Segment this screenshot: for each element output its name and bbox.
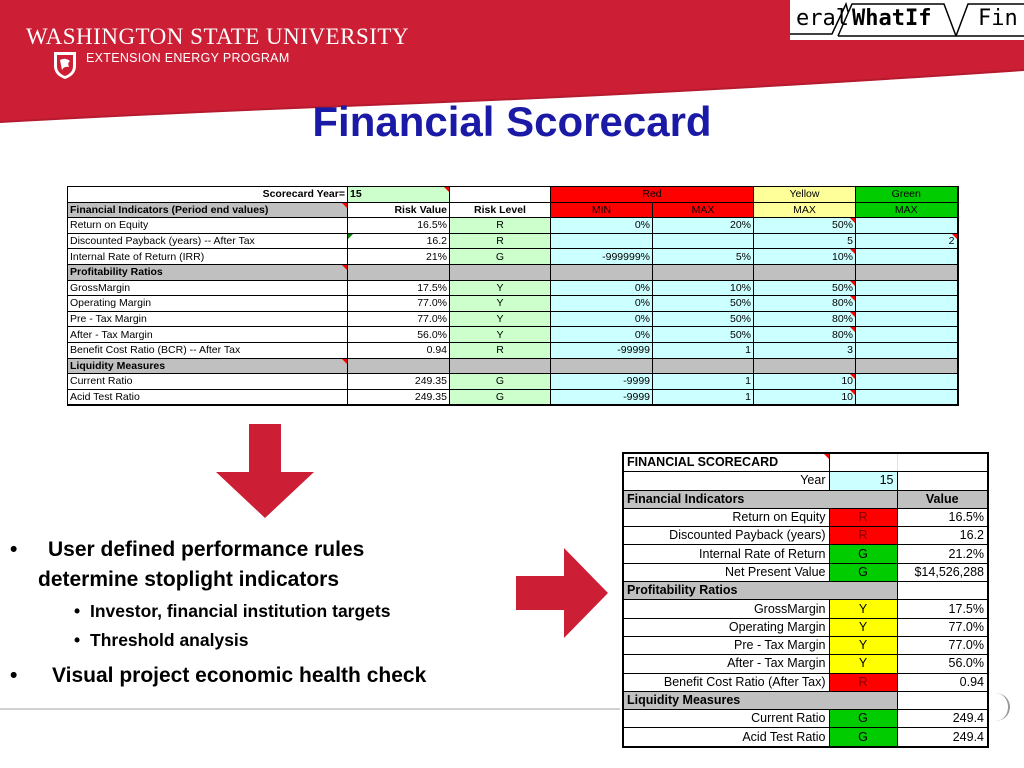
card-indicator-value: 17.5% xyxy=(897,600,988,618)
section-filler xyxy=(653,264,754,280)
card-row xyxy=(623,508,988,526)
card-row xyxy=(623,655,988,673)
risk-level: Y xyxy=(450,296,551,312)
card-year-value[interactable]: 15 xyxy=(829,472,897,490)
risk-value: 16.5% xyxy=(348,218,450,234)
sheet-row xyxy=(68,389,958,405)
arrow-right-icon xyxy=(516,548,608,638)
col-max-green-header: MAX xyxy=(856,202,958,218)
empty-cell xyxy=(897,453,988,472)
card-status-flag: G xyxy=(829,710,897,728)
section-filler xyxy=(450,358,551,374)
section-label: Profitability Ratios xyxy=(68,264,348,280)
yellow-max-input[interactable]: 50% xyxy=(754,218,856,234)
card-year-row xyxy=(623,472,988,490)
footer-divider xyxy=(0,708,620,710)
card-status-flag: Y xyxy=(829,655,897,673)
risk-value: 17.5% xyxy=(348,280,450,296)
card-indicator-value: 16.5% xyxy=(897,508,988,526)
section-filler xyxy=(551,264,653,280)
yellow-max-input[interactable]: 80% xyxy=(754,327,856,343)
indicator-name: Benefit Cost Ratio (BCR) -- After Tax xyxy=(68,342,348,358)
risk-value: 16.2 xyxy=(348,233,450,249)
section-filler xyxy=(348,264,450,280)
section-filler xyxy=(754,264,856,280)
green-max-input[interactable] xyxy=(856,311,958,327)
card-indicator-name: Return on Equity xyxy=(623,508,829,526)
empty-cell xyxy=(897,582,988,600)
risk-value: 0.94 xyxy=(348,342,450,358)
section-filler xyxy=(856,358,958,374)
yellow-max-input[interactable]: 80% xyxy=(754,311,856,327)
empty-cell xyxy=(450,187,551,203)
tab-financial[interactable]: Fin xyxy=(978,6,1018,31)
financial-scorecard-card xyxy=(622,452,989,748)
col-indicators-header: Financial Indicators (Period end values) xyxy=(68,202,348,218)
card-status-flag: Y xyxy=(829,618,897,636)
risk-value: 249.35 xyxy=(348,389,450,405)
indicator-name: Pre - Tax Margin xyxy=(68,311,348,327)
sheet-tabs xyxy=(790,0,1024,40)
sheet-row xyxy=(68,311,958,327)
sheet-row xyxy=(68,374,958,390)
sheet-group-financial xyxy=(68,218,958,265)
red-min-input[interactable]: -999999% xyxy=(551,249,653,265)
card-status-flag: Y xyxy=(829,600,897,618)
card-indicator-value: 77.0% xyxy=(897,636,988,654)
wsu-cougar-logo-icon xyxy=(52,51,78,80)
indicator-name: Current Ratio xyxy=(68,374,348,390)
sheet-row xyxy=(68,249,958,265)
bullet-text: User defined performance rules xyxy=(48,538,365,561)
green-max-input[interactable] xyxy=(856,296,958,312)
yellow-max-input[interactable]: 50% xyxy=(754,280,856,296)
card-status-flag: Y xyxy=(829,636,897,654)
risk-value: 77.0% xyxy=(348,296,450,312)
section-filler xyxy=(348,358,450,374)
risk-value: 249.35 xyxy=(348,374,450,390)
brand-subtitle: EXTENSION ENERGY PROGRAM xyxy=(86,51,290,65)
risk-level: G xyxy=(450,249,551,265)
green-max-input[interactable] xyxy=(856,342,958,358)
col-risk-value-header: Risk Value xyxy=(348,202,450,218)
risk-value: 56.0% xyxy=(348,327,450,343)
card-indicator-name: Pre - Tax Margin xyxy=(623,636,829,654)
sub-bullet-dot: • xyxy=(74,601,81,621)
card-section-liquidity xyxy=(623,691,988,709)
brand-name: WASHINGTON STATE UNIVERSITY xyxy=(26,24,410,49)
card-section-label: Profitability Ratios xyxy=(623,582,897,600)
sheet-row xyxy=(68,218,958,234)
indicator-name: Return on Equity xyxy=(68,218,348,234)
sub-bullet-text: Threshold analysis xyxy=(90,630,249,650)
card-col-value: Value xyxy=(897,490,988,508)
red-min-input[interactable]: 0% xyxy=(551,218,653,234)
green-max-input[interactable] xyxy=(856,374,958,390)
risk-level: Y xyxy=(450,280,551,296)
col-max-yellow-header: MAX xyxy=(754,202,856,218)
empty-cell xyxy=(897,472,988,490)
page-corner-mark xyxy=(996,693,1010,721)
red-min-input[interactable]: -9999 xyxy=(551,389,653,405)
red-max-input[interactable]: 1 xyxy=(653,342,754,358)
indicator-name: Discounted Payback (years) -- After Tax xyxy=(68,233,348,249)
sheet-row xyxy=(68,280,958,296)
sheet-group-liquidity xyxy=(68,374,958,406)
card-row xyxy=(623,618,988,636)
red-max-input[interactable]: 20% xyxy=(653,218,754,234)
sub-bullet-dot: • xyxy=(74,630,81,650)
card-indicator-value: 16.2 xyxy=(897,527,988,545)
card-indicator-name: Operating Margin xyxy=(623,618,829,636)
card-row xyxy=(623,545,988,563)
scorecard-year-label: Scorecard Year= xyxy=(68,187,348,203)
card-indicator-name: Acid Test Ratio xyxy=(623,728,829,747)
col-risk-level-header: Risk Level xyxy=(450,202,551,218)
card-indicator-name: Internal Rate of Return xyxy=(623,545,829,563)
empty-cell xyxy=(897,691,988,709)
card-status-flag: R xyxy=(829,673,897,691)
card-indicator-value: 249.4 xyxy=(897,710,988,728)
col-min-header: MIN xyxy=(551,202,653,218)
bullet-dot: • xyxy=(10,664,18,687)
card-group-profitability xyxy=(623,600,988,691)
card-indicator-value: $14,526,288 xyxy=(897,563,988,581)
red-max-input[interactable]: 5% xyxy=(653,249,754,265)
card-indicator-name: Benefit Cost Ratio (After Tax) xyxy=(623,673,829,691)
sheet-row xyxy=(68,342,958,358)
green-max-input[interactable] xyxy=(856,389,958,405)
indicator-name: After - Tax Margin xyxy=(68,327,348,343)
card-indicator-name: Discounted Payback (years) xyxy=(623,527,829,545)
col-max-red-header: MAX xyxy=(653,202,754,218)
card-indicator-name: GrossMargin xyxy=(623,600,829,618)
red-min-input[interactable]: -9999 xyxy=(551,374,653,390)
green-max-input[interactable]: 2 xyxy=(856,233,958,249)
scorecard-year-input[interactable]: 15 xyxy=(348,187,450,203)
red-max-input[interactable]: 1 xyxy=(653,389,754,405)
page-title: Financial Scorecard xyxy=(312,98,712,145)
card-indicator-value: 249.4 xyxy=(897,728,988,747)
red-min-input[interactable]: 0% xyxy=(551,327,653,343)
red-min-input[interactable]: -99999 xyxy=(551,342,653,358)
bullet-dot: • xyxy=(10,538,18,561)
section-label: Liquidity Measures xyxy=(68,358,348,374)
risk-value: 77.0% xyxy=(348,311,450,327)
section-filler xyxy=(450,264,551,280)
section-filler xyxy=(551,358,653,374)
green-max-input[interactable] xyxy=(856,280,958,296)
sheet-band-row xyxy=(68,187,958,203)
risk-level: G xyxy=(450,389,551,405)
empty-cell xyxy=(829,453,897,472)
card-row xyxy=(623,673,988,691)
card-indicator-value: 56.0% xyxy=(897,655,988,673)
risk-level: R xyxy=(450,218,551,234)
card-indicator-name: After - Tax Margin xyxy=(623,655,829,673)
band-yellow: Yellow xyxy=(754,187,856,203)
yellow-max-input[interactable]: 10 xyxy=(754,374,856,390)
bullet-text: Visual project economic health check xyxy=(52,664,427,687)
card-col-indicators: Financial Indicators xyxy=(623,490,897,508)
green-max-input[interactable] xyxy=(856,327,958,343)
section-filler xyxy=(856,264,958,280)
red-max-input[interactable] xyxy=(653,233,754,249)
card-indicator-name: Net Present Value xyxy=(623,563,829,581)
sheet-section-liquidity xyxy=(68,358,958,374)
card-group-financial xyxy=(623,508,988,581)
yellow-max-input[interactable]: 3 xyxy=(754,342,856,358)
card-indicator-value: 0.94 xyxy=(897,673,988,691)
sheet-group-profitability xyxy=(68,280,958,358)
red-max-input[interactable]: 1 xyxy=(653,374,754,390)
red-max-input[interactable]: 50% xyxy=(653,311,754,327)
card-indicator-value: 77.0% xyxy=(897,618,988,636)
bullet-text-continued: determine stoplight indicators xyxy=(38,568,340,591)
card-indicator-name: Current Ratio xyxy=(623,710,829,728)
card-status-flag: G xyxy=(829,545,897,563)
green-max-input[interactable] xyxy=(856,249,958,265)
risk-level: Y xyxy=(450,311,551,327)
red-min-input[interactable]: 0% xyxy=(551,311,653,327)
sheet-row xyxy=(68,327,958,343)
arrow-down-icon xyxy=(216,424,314,518)
card-indicator-value: 21.2% xyxy=(897,545,988,563)
card-title-row xyxy=(623,453,988,472)
red-max-input[interactable]: 10% xyxy=(653,280,754,296)
scorecard-sheet xyxy=(67,186,959,406)
card-row xyxy=(623,710,988,728)
indicator-name: GrossMargin xyxy=(68,280,348,296)
card-row xyxy=(623,728,988,747)
card-status-flag: R xyxy=(829,508,897,526)
card-status-flag: G xyxy=(829,563,897,581)
brand-block xyxy=(26,24,410,65)
risk-level: R xyxy=(450,233,551,249)
indicator-name: Internal Rate of Return (IRR) xyxy=(68,249,348,265)
risk-level: Y xyxy=(450,327,551,343)
band-red: Red xyxy=(551,187,754,203)
sub-bullet-text: Investor, financial institution targets xyxy=(90,601,391,621)
yellow-max-input[interactable]: 80% xyxy=(754,296,856,312)
card-status-flag: R xyxy=(829,527,897,545)
red-max-input[interactable]: 50% xyxy=(653,327,754,343)
sheet-row xyxy=(68,296,958,312)
card-group-liquidity xyxy=(623,710,988,747)
indicator-name: Acid Test Ratio xyxy=(68,389,348,405)
card-status-flag: G xyxy=(829,728,897,747)
yellow-max-input[interactable]: 10% xyxy=(754,249,856,265)
red-min-input[interactable]: 0% xyxy=(551,296,653,312)
card-year-label: Year xyxy=(623,472,829,490)
card-section-label: Liquidity Measures xyxy=(623,691,897,709)
card-row xyxy=(623,563,988,581)
green-max-input[interactable] xyxy=(856,218,958,234)
red-min-input[interactable]: 0% xyxy=(551,280,653,296)
yellow-max-input[interactable]: 10 xyxy=(754,389,856,405)
risk-level: G xyxy=(450,374,551,390)
yellow-max-input[interactable]: 5 xyxy=(754,233,856,249)
red-min-input[interactable] xyxy=(551,233,653,249)
section-filler xyxy=(653,358,754,374)
card-header-row xyxy=(623,490,988,508)
risk-value: 21% xyxy=(348,249,450,265)
red-max-input[interactable]: 50% xyxy=(653,296,754,312)
band-green: Green xyxy=(856,187,958,203)
risk-level: R xyxy=(450,342,551,358)
card-section-profitability xyxy=(623,582,988,600)
indicator-name: Operating Margin xyxy=(68,296,348,312)
card-row xyxy=(623,527,988,545)
card-row xyxy=(623,600,988,618)
sheet-section-profitability xyxy=(68,264,958,280)
section-filler xyxy=(754,358,856,374)
tab-whatif[interactable]: WhatIf xyxy=(852,6,932,31)
card-title: FINANCIAL SCORECARD xyxy=(623,453,829,472)
tab-general[interactable]: eral xyxy=(796,6,849,31)
sheet-header-row xyxy=(68,202,958,218)
card-row xyxy=(623,636,988,654)
sheet-row xyxy=(68,233,958,249)
